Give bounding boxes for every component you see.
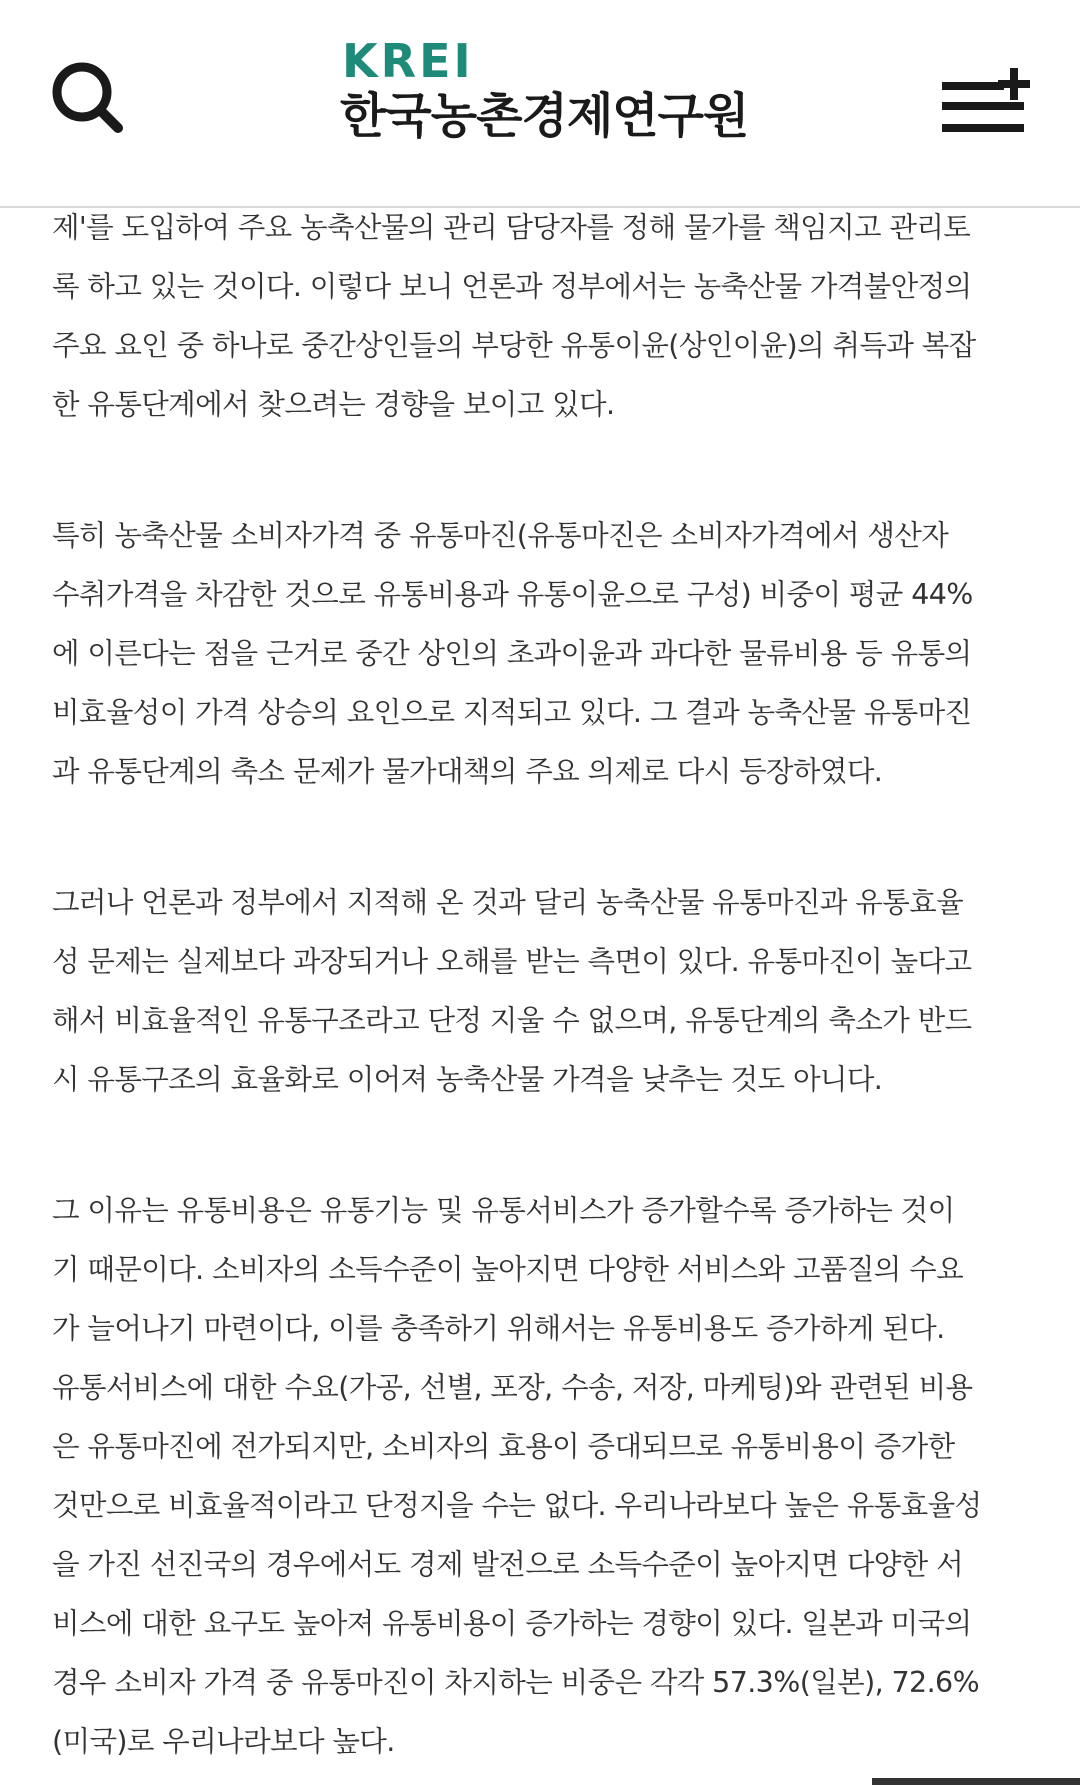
text-line: 제'를 도입하여 주요 농축산물의 관리 담당자를 정해 물가를 책임지고 관리토 [52,211,971,244]
text-line: 록 하고 있는 것이다. 이렇다 보니 언론과 정부에서는 농축산물 가격불안정의 [52,270,972,303]
paragraph-gap [52,434,1032,506]
text-line: 유통서비스에 대한 수요(가공, 선별, 포장, 수송, 저장, 마케팅)와 관련된 비용 [52,1371,973,1404]
article-paragraph-2 [52,506,1032,801]
article-paragraph-3 [52,873,1032,1109]
article-body [52,170,1032,1785]
paragraph-gap [52,1109,1032,1181]
text-line: 것만으로 비효율적이라고 단정지을 수는 없다. 우리나라보다 높은 유통효율성 [52,1489,982,1522]
text-line: 비효율성이 가격 상승의 요인으로 지적되고 있다. 그 결과 농축산물 유통마진 [52,696,972,729]
paragraph-gap [52,801,1032,873]
text-line: 은 유통마진에 전가되지만, 소비자의 효용이 증대되므로 유통비용이 증가한 [52,1430,955,1463]
article-paragraph-4 [52,1181,1032,1771]
text-line: 경우 소비자 가격 중 유통마진이 차지하는 비중은 각각 57.3%(일본), 72.6% [52,1666,980,1699]
site-header [0,0,1080,208]
text-line: 가 늘어나기 마련이다, 이를 충족하기 위해서는 유통비용도 증가하게 된다. [52,1312,945,1345]
text-line: 특히 농축산물 소비자가격 중 유통마진(유통마진은 소비자가격에서 생산자 [52,519,949,552]
text-line: 성 문제는 실제보다 과장되거나 오해를 받는 측면이 있다. 유통마진이 높다고 [52,945,972,978]
scroll-indicator [872,1778,1080,1785]
krei-logo[interactable] [340,36,750,146]
text-line: 주요 요인 중 하나로 중간상인들의 부당한 유통이윤(상인이윤)의 취득과 복잡 [52,329,976,362]
text-line: 을 가진 선진국의 경우에서도 경제 발전으로 소득수준이 높아지면 다양한 서 [52,1548,963,1581]
menu-plus-icon [940,68,1030,138]
text-line: 비스에 대한 요구도 높아져 유통비용이 증가하는 경향이 있다. 일본과 미국의 [52,1607,972,1640]
search-button[interactable] [48,58,128,138]
search-icon [48,58,128,138]
article-paragraph-1 [52,198,1032,434]
text-line: 그러나 언론과 정부에서 지적해 온 것과 달리 농축산물 유통마진과 유통효율 [52,886,963,919]
text-line: 에 이른다는 점을 근거로 중간 상인의 초과이윤과 과다한 물류비용 등 유통의 [52,637,972,670]
logo-english: KREI [342,34,474,88]
logo-korean: 한국농촌경제연구원 [340,88,749,144]
text-line: 기 때문이다. 소비자의 소득수준이 높아지면 다양한 서비스와 고품질의 수요 [52,1253,963,1286]
menu-button[interactable] [940,68,1030,138]
text-line: 그 이유는 유통비용은 유통기능 및 유통서비스가 증가할수록 증가하는 것이 [52,1194,955,1227]
text-line: (미국)로 우리나라보다 높다. [52,1725,395,1758]
text-line: 한 유통단계에서 찾으려는 경향을 보이고 있다. [52,388,615,421]
text-line: 해서 비효율적인 유통구조라고 단정 지울 수 없으며, 유통단계의 축소가 반드 [52,1004,972,1037]
text-line: 시 유통구조의 효율화로 이어져 농축산물 가격을 낮추는 것도 아니다. [52,1063,883,1096]
text-line: 수취가격을 차감한 것으로 유통비용과 유통이윤으로 구성) 비중이 평균 44% [52,578,973,611]
text-line: 과 유통단계의 축소 문제가 물가대책의 주요 의제로 다시 등장하였다. [52,755,883,788]
